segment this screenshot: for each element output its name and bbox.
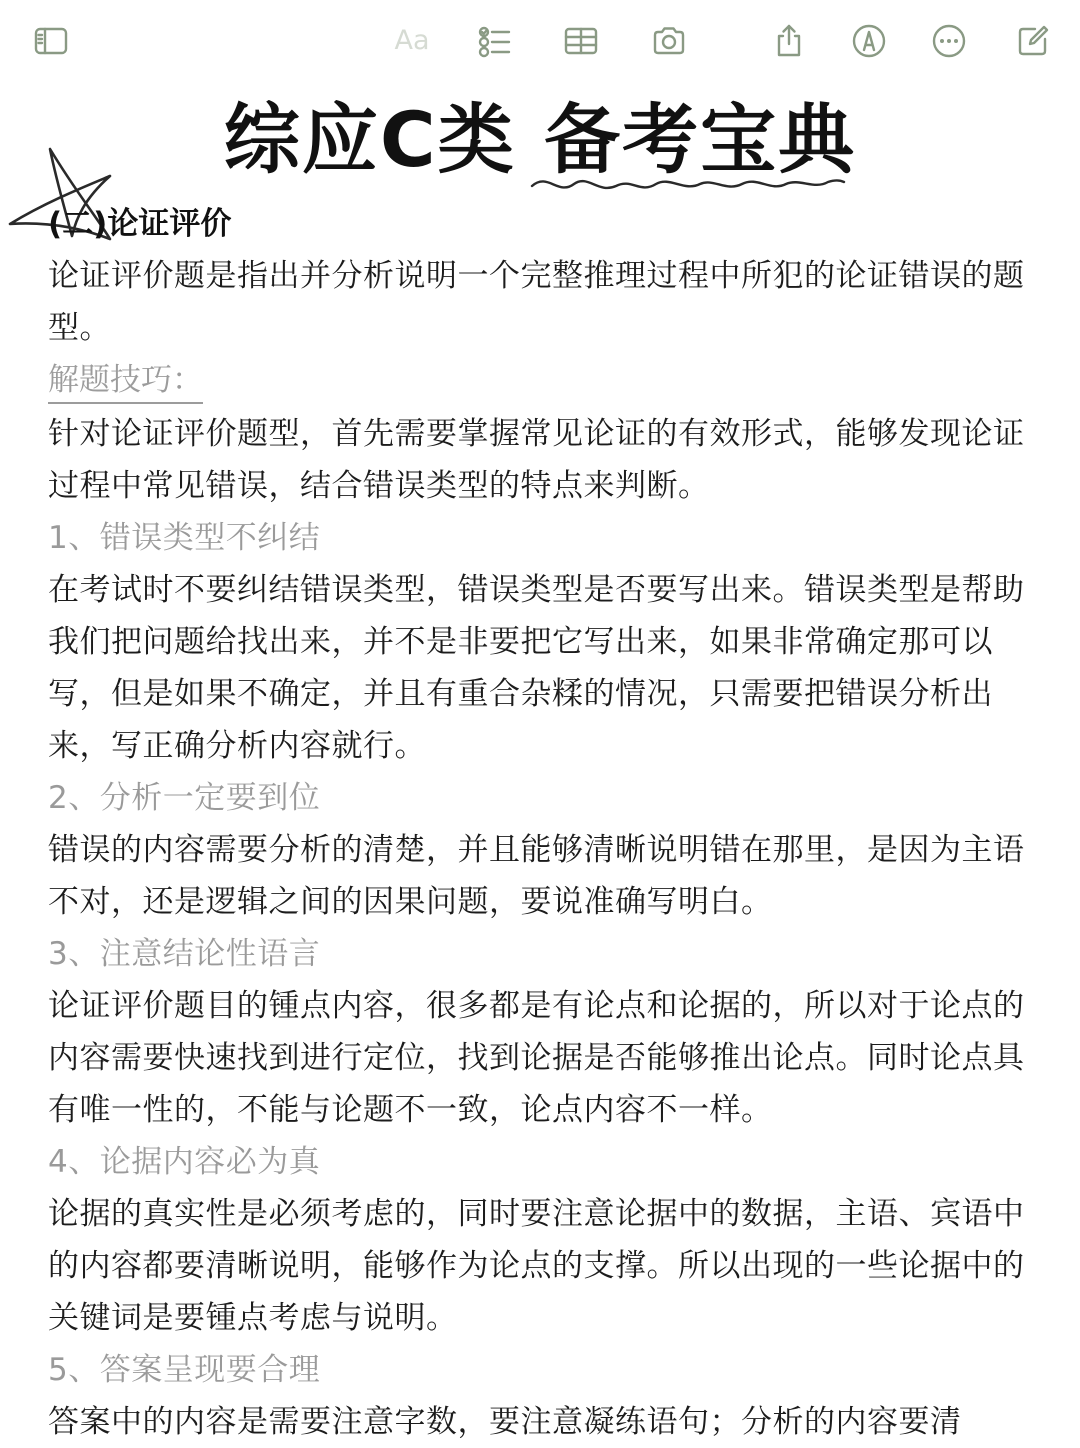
compose-button[interactable] xyxy=(1014,22,1052,60)
markup-button[interactable] xyxy=(850,22,888,60)
share-button[interactable] xyxy=(770,22,808,60)
item-heading: 1、错误类型不纠结 xyxy=(48,520,321,556)
item-body: 答案中的内容是需要注意字数，要注意凝练语句；分析的内容要清 xyxy=(48,1404,962,1440)
notes-toolbar xyxy=(0,0,1080,80)
squiggle-underline-icon xyxy=(528,168,848,200)
checklist-icon xyxy=(477,23,513,59)
item-heading: 2、分析一定要到位 xyxy=(48,780,321,816)
share-icon xyxy=(771,23,807,59)
section-title: (二)论证评价 xyxy=(48,206,232,242)
sidebar-toggle-button[interactable] xyxy=(32,22,70,60)
checklist-button[interactable] xyxy=(476,22,514,60)
more-button[interactable] xyxy=(930,22,968,60)
note-body[interactable] xyxy=(48,198,1038,1448)
camera-icon xyxy=(651,23,687,59)
item-heading: 5、答案呈现要合理 xyxy=(48,1352,321,1388)
item-body: 在考试时不要纠结错误类型，错误类型是否要写出来。错误类型是帮助我们把问题给找出来，并不是非要把它写出来，如果非常确定那可以写，但是如果不确定，并且有重合杂糅的情况，只需要把错误分析出来，写正确分析内容就行。 xyxy=(48,572,1025,764)
more-icon xyxy=(931,23,967,59)
item-heading: 4、论据内容必为真 xyxy=(48,1144,321,1180)
item-body: 论证评价题目的锺点内容，很多都是有论点和论据的，所以对于论点的内容需要快速找到进行定位，找到论据是否能够推出论点。同时论点具有唯一性的，不能与论题不一致，论点内容不一样。 xyxy=(48,988,1025,1128)
intro-paragraph: 论证评价题是指出并分析说明一个完整推理过程中所犯的论证错误的题型。 xyxy=(48,258,1025,346)
item-body: 错误的内容需要分析的清楚，并且能够清晰说明错在那里，是因为主语不对，还是逻辑之间的因果问题，要说准确写明白。 xyxy=(48,832,1025,920)
tip-label: 解题技巧： xyxy=(48,358,203,404)
tip-paragraph: 针对论证评价题型，首先需要掌握常见论证的有效形式，能够发现论证过程中常见错误，结合错误类型的特点来判断。 xyxy=(48,416,1025,504)
item-heading: 3、注意结论性语言 xyxy=(48,936,321,972)
compose-icon xyxy=(1015,23,1051,59)
page-title: 综应C类 备考宝典 xyxy=(223,95,857,184)
text-format-icon: Aa xyxy=(394,25,430,56)
text-format-button[interactable] xyxy=(390,22,434,60)
sidebar-icon xyxy=(33,23,69,59)
table-button[interactable] xyxy=(562,22,600,60)
item-body: 论据的真实性是必须考虑的，同时要注意论据中的数据，主语、宾语中的内容都要清晰说明，能够作为论点的支撑。所以出现的一些论据中的关键词是要锺点考虑与说明。 xyxy=(48,1196,1025,1336)
camera-button[interactable] xyxy=(650,22,688,60)
markup-icon xyxy=(851,23,887,59)
table-icon xyxy=(563,23,599,59)
